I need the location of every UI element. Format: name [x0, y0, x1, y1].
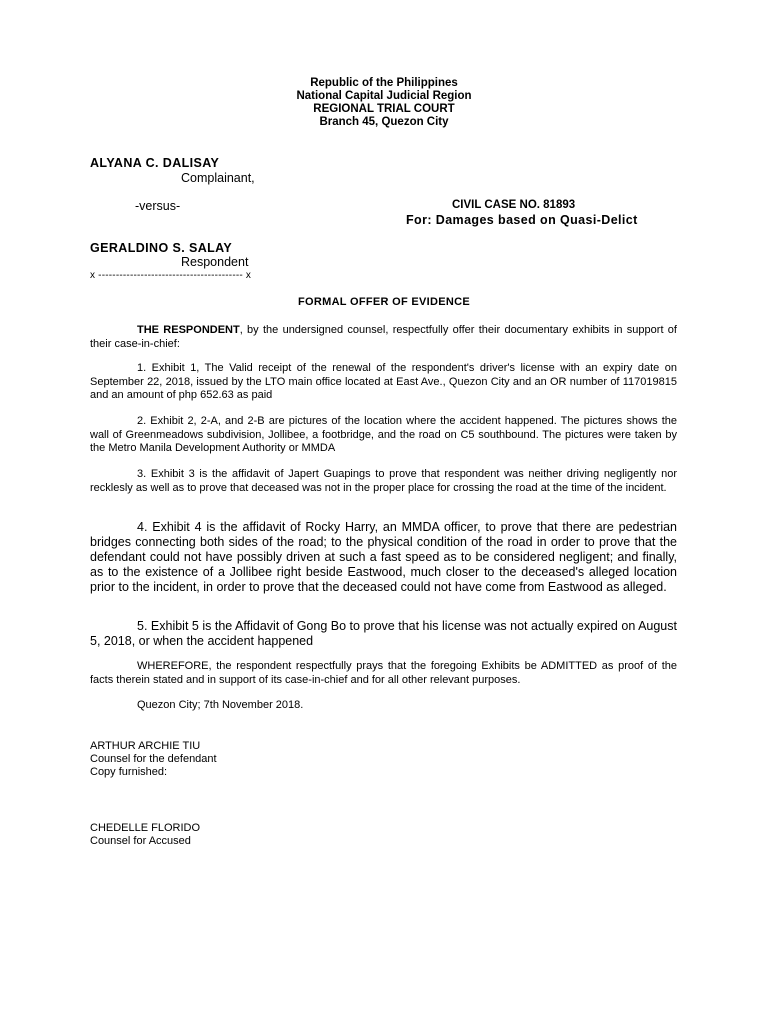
intro-paragraph: [90, 324, 677, 351]
respondent-role: Respondent: [181, 255, 249, 269]
exhibit-3-paragraph: 3. Exhibit 3 is the affidavit of Japert Guapings to prove that respondent was neither driving negligently nor recklesly as well as to prove that deceased was not in the proper place for crossing the road at the time of the incident.: [90, 468, 677, 494]
header-branch: Branch 45, Quezon City: [319, 116, 449, 128]
header-region: National Capital Judicial Region: [296, 90, 472, 102]
header-court: REGIONAL TRIAL COURT: [313, 103, 455, 115]
counsel-accused-name: CHEDELLE FLORIDO: [90, 822, 201, 834]
document-title: FORMAL OFFER OF EVIDENCE: [297, 296, 470, 308]
header-republic: Republic of the Philippines: [310, 77, 458, 89]
court-header: [0, 77, 768, 129]
exhibit-4-paragraph: 4. Exhibit 4 is the affidavit of Rocky Harry, an MMDA officer, to prove that there are pedestrian bridges connecting both sides of the road; to the physical condition of the road in order to prove that the defendant could not have possibly driven at such a fast speed as to be considered negligent; and finally, as to the existence of a Jollibee right beside Eastwood, much closer to the deceased's alleged location prior to the incident, in order to prove that the deceased could not have come from Eastwood as alleged.: [90, 520, 677, 594]
exhibit-1-paragraph: 1. Exhibit 1, The Valid receipt of the renewal of the respondent's driver's license with an expiry date on September 22, 2018, issued by the LTO main office located at East Ave., Quezon City and an OR number of 117019815 and an amount of php 652.63 as paid: [90, 362, 677, 401]
copy-furnished-label: Copy furnished:: [90, 766, 168, 778]
counsel-accused-block: [90, 822, 200, 848]
intro-lead: THE RESPONDENT: [137, 324, 240, 336]
exhibit-5-paragraph: 5. Exhibit 5 is the Affidavit of Gong Bo to prove that his license was not actually expired on August 5, 2018, or when the accident happened: [90, 619, 677, 648]
wherefore-paragraph: WHEREFORE, the respondent respectfully prays that the foregoing Exhibits be ADMITTED as proof of the facts therein stated and in support of its case-in-chief and for all other relevant purposes.: [90, 660, 677, 686]
complainant-role: Complainant,: [181, 171, 255, 185]
date-line: Quezon City; 7th November 2018.: [137, 699, 304, 711]
counsel-defendant-name: ARTHUR ARCHIE TIU: [90, 740, 201, 752]
case-subject: For: Damages based on Quasi-Delict: [406, 213, 638, 227]
case-number: CIVIL CASE NO. 81893: [452, 199, 576, 211]
caption-separator: x ----------------------------------------- x: [90, 270, 252, 281]
intro-text: , by the undersigned counsel, respectfully offer their documentary exhibits in support of their case-in-chief:: [90, 324, 677, 350]
counsel-defendant-block: [90, 740, 217, 779]
counsel-defendant-role: Counsel for the defendant: [90, 753, 217, 765]
counsel-accused-role: Counsel for Accused: [90, 835, 191, 847]
complainant-name: ALYANA C. DALISAY: [90, 156, 220, 170]
exhibit-2-paragraph: 2. Exhibit 2, 2-A, and 2-B are pictures of the location where the accident happened. The pictures shows the wall of Greenmeadows subdivision, Jollibee, a footbridge, and the road on C5 southbound. The pictures were taken by the Metro Manila Development Authority or MMDA: [90, 415, 677, 454]
versus-label: -versus-: [135, 199, 181, 213]
respondent-name: GERALDINO S. SALAY: [90, 241, 233, 255]
